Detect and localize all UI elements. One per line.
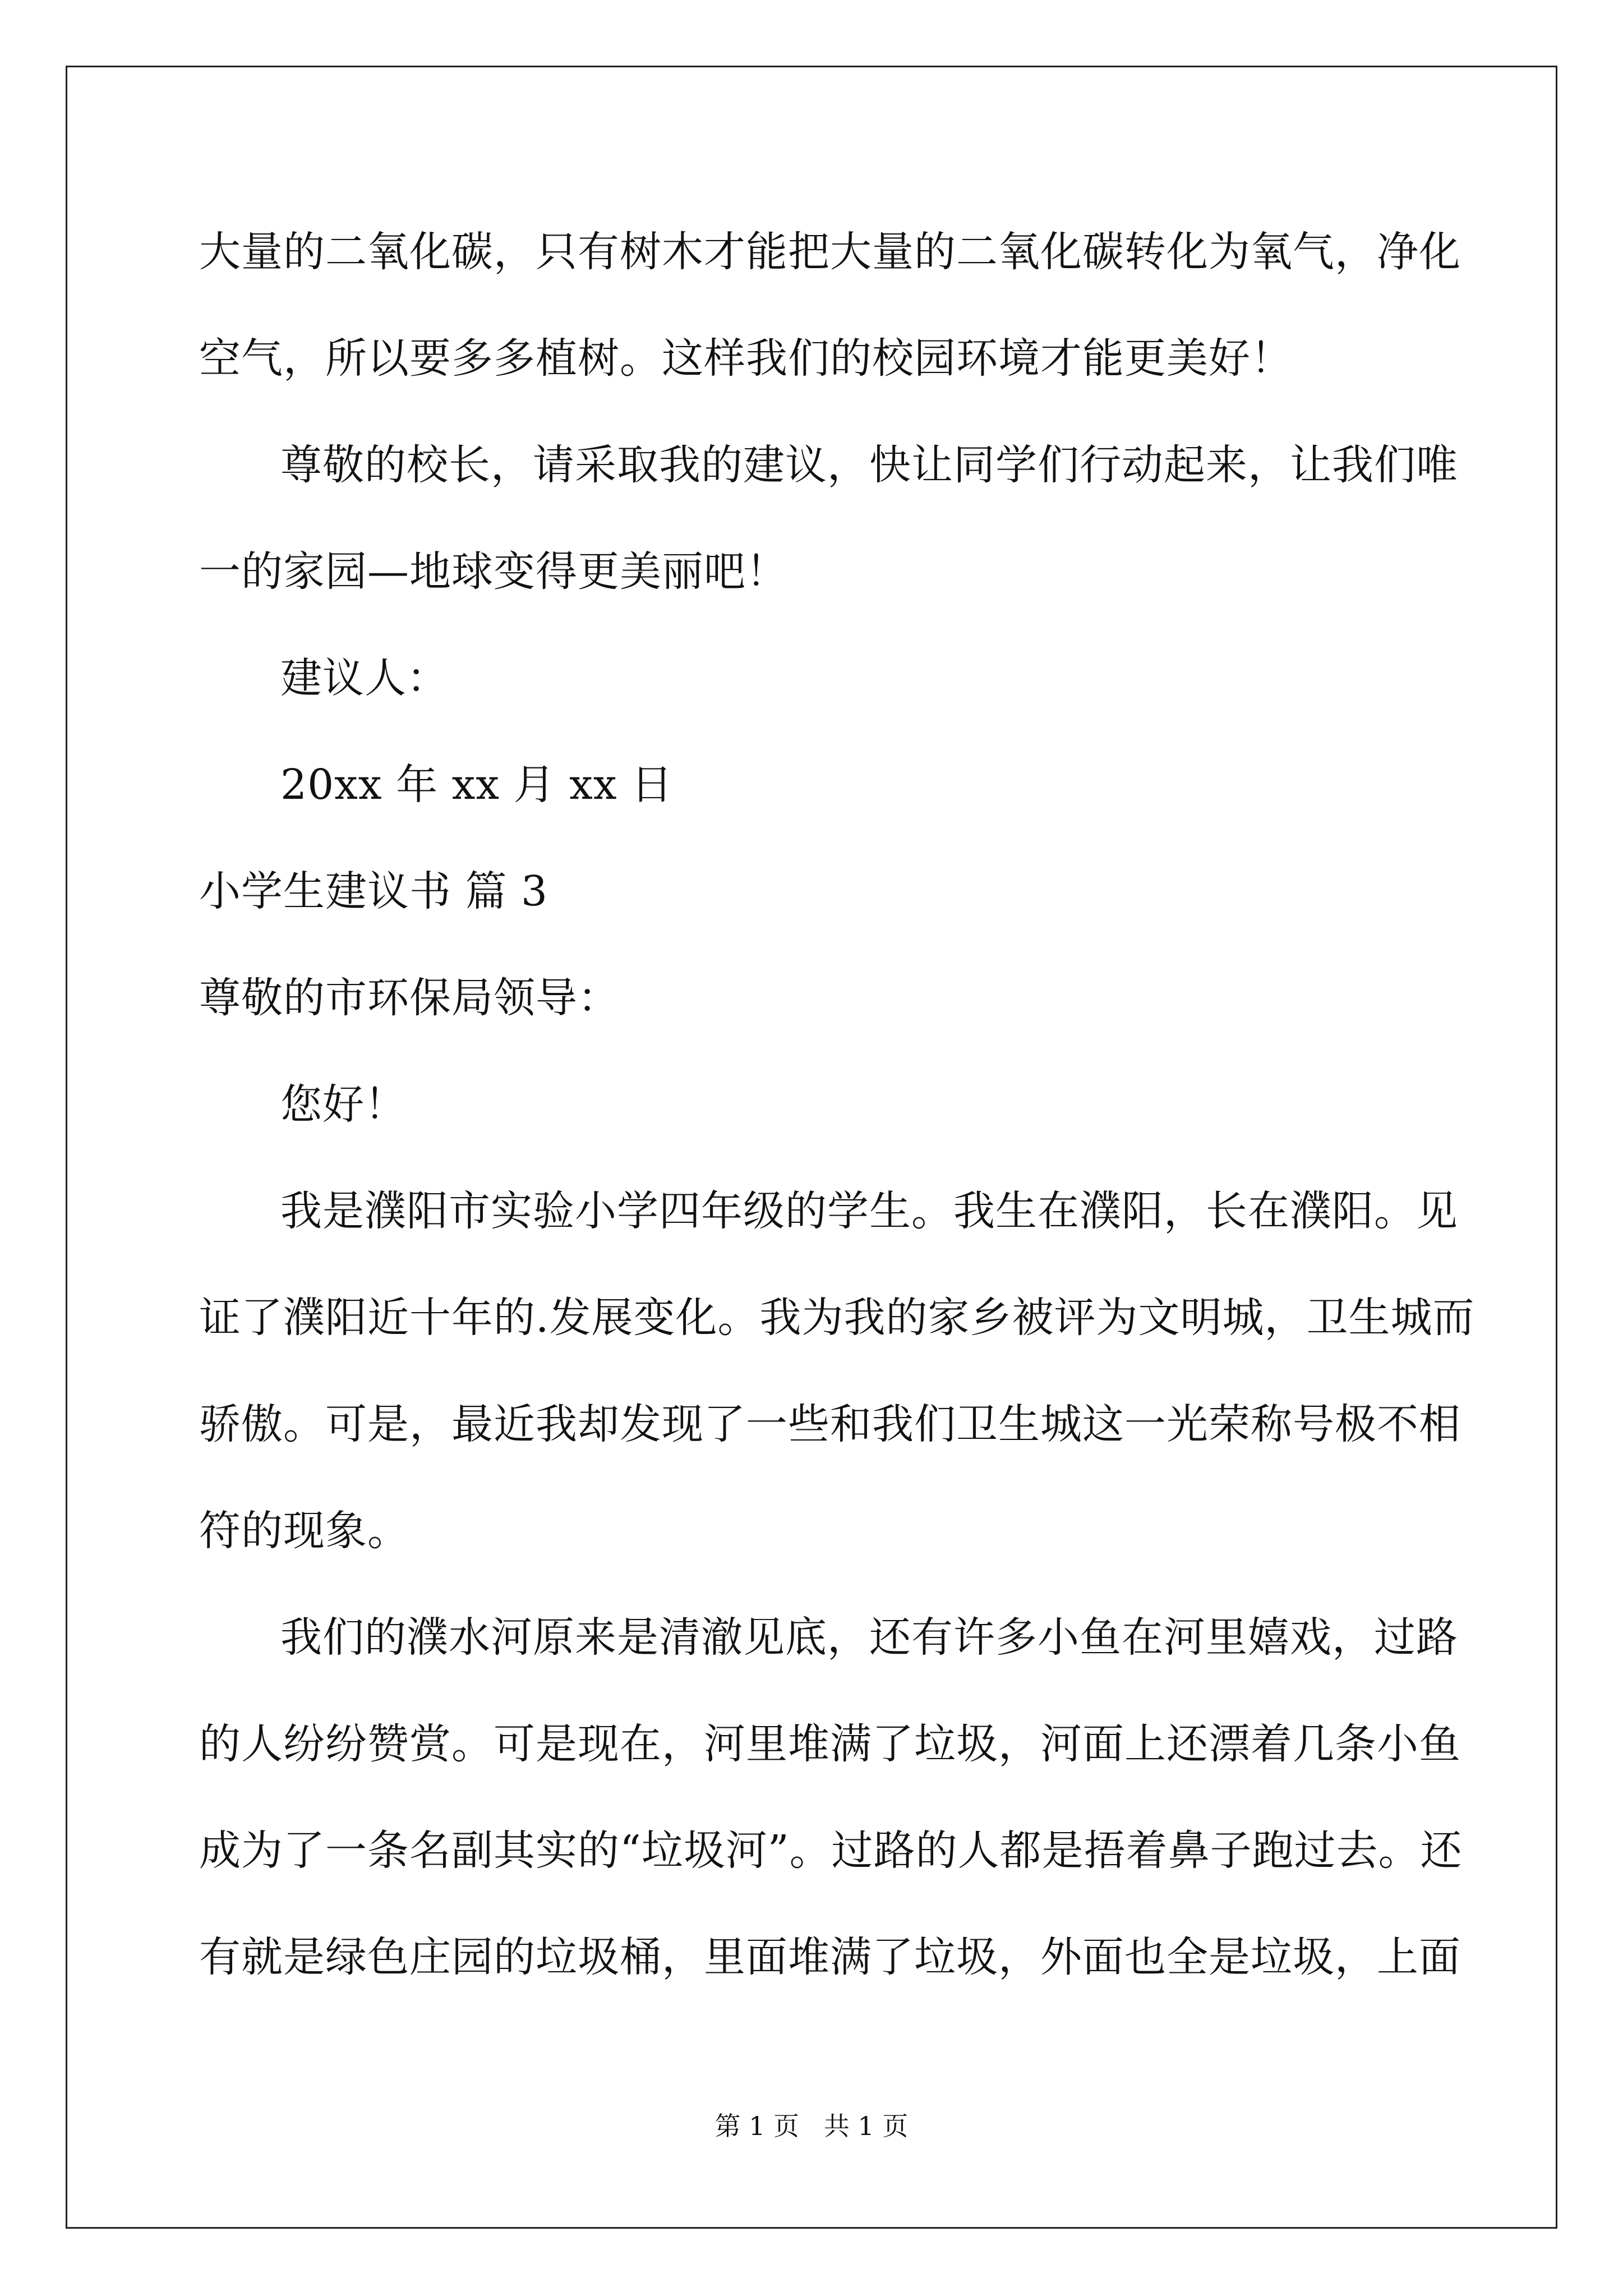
body-line: 成为了一条名副其实的“垃圾河”。过路的人都是捂着鼻子跑过去。还 <box>199 1826 1463 1875</box>
salutation: 尊敬的市环保局领导： <box>199 974 620 1022</box>
body-line: 有就是绿色庄园的垃圾桶，里面堆满了垃圾，外面也全是垃圾，上面 <box>199 1933 1461 1981</box>
page-number-footer: 第 1 页 共 1 页 <box>714 2111 909 2141</box>
body-line: 骄傲。可是，最近我却发现了一些和我们卫生城这一光荣称号极不相 <box>199 1400 1461 1448</box>
body-line: 一的家园—地球变得更美丽吧！ <box>199 547 788 596</box>
signature-label: 建议人： <box>280 654 449 702</box>
body-line: 大量的二氧化碳，只有树木才能把大量的二氧化碳转化为氧气，净化 <box>199 228 1461 276</box>
body-line: 尊敬的校长，请采取我的建议，快让同学们行动起来，让我们唯 <box>280 441 1458 489</box>
section-heading: 小学生建议书 篇 3 <box>199 867 548 915</box>
body-line: 符的现象。 <box>199 1507 409 1555</box>
body-line: 我是濮阳市实验小学四年级的学生。我生在濮阳，长在濮阳。见 <box>280 1187 1458 1235</box>
body-line: 我们的濮水河原来是清澈见底，还有许多小鱼在河里嬉戏，过路 <box>280 1613 1458 1662</box>
body-line: 的人纷纷赞赏。可是现在，河里堆满了垃圾，河面上还漂着几条小鱼 <box>199 1720 1461 1768</box>
body-line: 证了濮阳近十年的.发展变化。我为我的家乡被评为文明城，卫生城而 <box>199 1294 1475 1342</box>
greeting: 您好！ <box>280 1080 407 1129</box>
date-line: 20xx 年 xx 月 xx 日 <box>280 761 674 809</box>
body-line: 空气，所以要多多植树。这样我们的校园环境才能更美好！ <box>199 334 1293 383</box>
